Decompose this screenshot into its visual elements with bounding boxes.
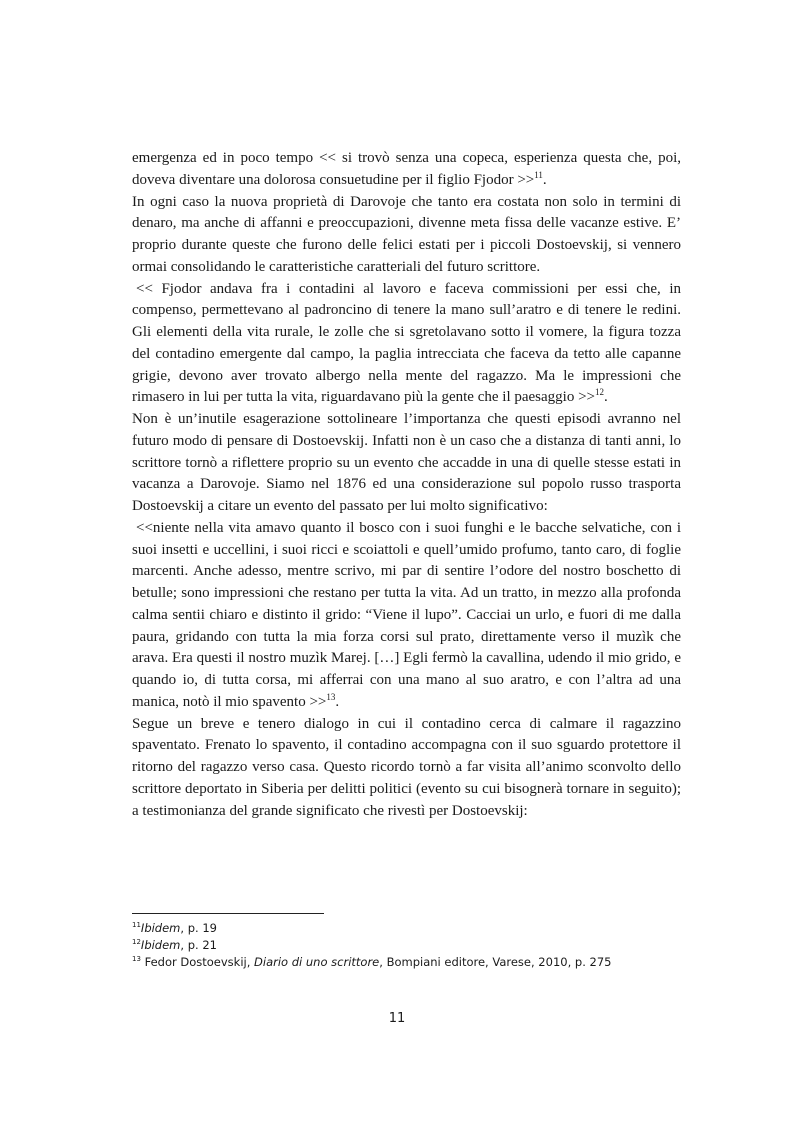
footnote-ref-11: 11: [534, 169, 543, 180]
footnote-ref-12: 12: [595, 387, 605, 398]
footnote-13: $^{13}$ Fedor Dostoevskij, Diario di uno scrittore, Bompiani editore, Varese, 2010, p. 275: [132, 955, 612, 969]
paragraph-2: In ogni caso la nuova proprietà di Darovoje che tanto era costata non solo in termini di denaro, ma anche di affanni e preoccupazioni, divenne meta fissa delle vacanze estive. E’ proprio durante queste che furono delle felici estati per i piccoli Dostoevskij, si vennero ormai consolidando le caratteristiche caratteriali del futuro scrittore.: [132, 193, 681, 275]
paragraph-3: Non è un’inutile esagerazione sottolineare l’importanza che questi episodi avranno nel futuro modo di pensare di Dostoevskij. Infatti non è un caso che a distanza di tanti anni, lo scrittore tornò a riflettere proprio su un evento che accadde in una di quelle stesse estati in vacanza a Darovoje. Siamo nel 1876 ed una considerazione sul popolo russo trasporta Dostoevskij a citare un evento del passato per lui molto significativo:: [132, 411, 681, 514]
footnote-11: $^{11}$Ibidem, p. 19: [132, 921, 217, 935]
footnotes: [132, 920, 692, 971]
footnote-ref-13: 13: [326, 691, 336, 702]
page-number: 11: [388, 1011, 406, 1026]
paragraph-1: emergenza ed in poco tempo << si trovò senza una copeca, esperienza questa che, poi, doveva diventare una dolorosa consuetudine per il figlio Fjodor >>$^{11}$.: [132, 150, 681, 188]
quote-paragraph-2: <<niente nella vita amavo quanto il bosco con i suoi funghi e le bacche selvatiche, con i suoi insetti e uccellini, i suoi ricci e scoiattoli e quell’umido profumo, tanto caro, di foglie marcenti. Anche adesso, mentre scrivo, mi par di sentire l’odore del nostro boschetto di betulle; sono impressioni che restano per tutta la vita. Ad un tratto, in mezzo alla profonda calma sentii chiaro e distinto il grido: “Viene il lupo”. Cacciai un urlo, e fuori di me dalla paura, gridando con tutta la mia forza corsi sul prato, direttamente verso il muzìk che arava. Era questi il nostro muzìk Marej. […] Egli fermò la cavallina, udendo il mio grido, e quando io, di tutta corsa, mi afferrai con una mano al suo aratro, e con l’altra ad una manica, notò il mio spavento >>$^{13}$.: [132, 519, 681, 710]
quote-paragraph-1: << Fjodor andava fra i contadini al lavoro e faceva commissioni per essi che, in compenso, permettevano al padroncino di tenere la mano sull’aratro e di tenere le redini. Gli elementi della vita rurale, le zolle che si sgretolavano sotto il vomere, la figura tozza del contadino emergente dal campo, la paglia intrecciata che faceva da tetto alle capanne grigie, devono aver trovato albergo nella mente del ragazzo. Ma le impressioni che rimasero in lui per tutta la vita, riguardavano più la gente che il paesaggio >>$^{12}$.: [132, 280, 681, 406]
body-text: [132, 148, 681, 822]
paragraph-4: Segue un breve e tenero dialogo in cui il contadino cerca di calmare il ragazzino spaventato. Frenato lo spavento, il contadino accompagna con il suo sguardo protettore il ritorno del ragazzo verso casa. Questo ricordo tornò a far visita all’animo sconvolto dello scrittore deportato in Siberia per delitti politici (evento su cui bisognerà tornare in seguito); a testimonianza del grande significato che rivestì per Dostoevskij:: [132, 715, 681, 819]
footnote-12: $^{12}$Ibidem, p. 21: [132, 938, 217, 952]
footnote-separator: [132, 913, 324, 914]
